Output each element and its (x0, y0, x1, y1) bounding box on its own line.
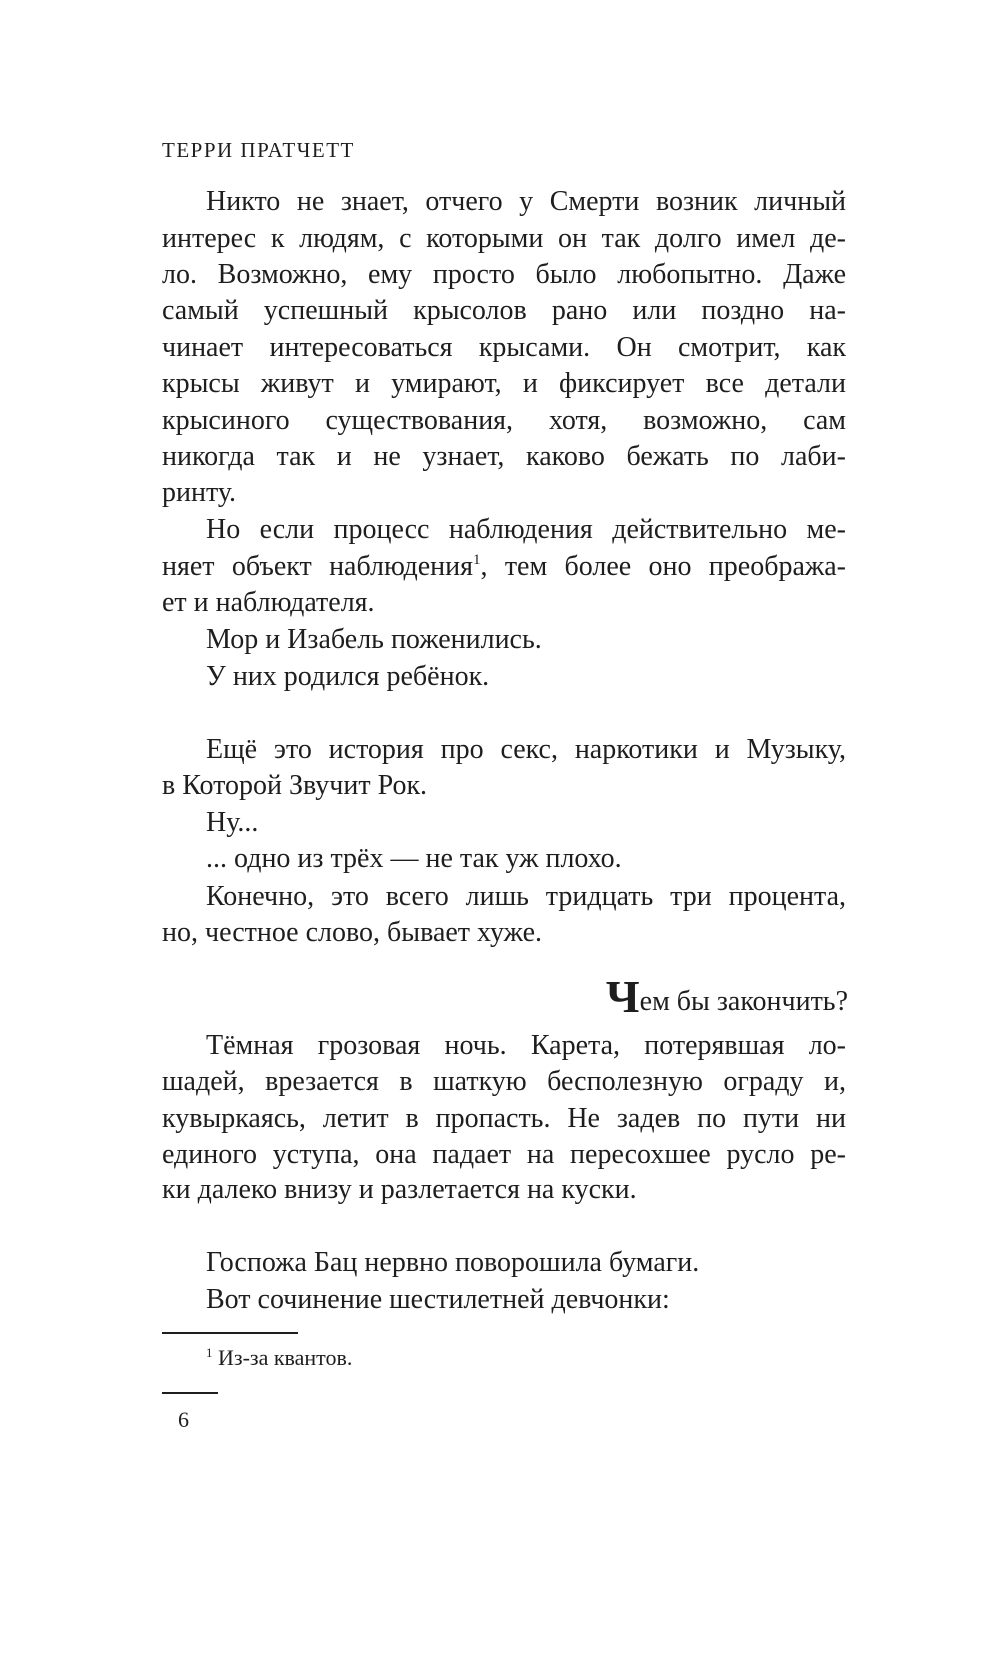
text-line: интерес к людям, с которыми он так долго имел де- (162, 223, 846, 254)
text-line (162, 549, 846, 585)
text-segment: няет объект наблюдения (162, 551, 474, 582)
text-line: кувыркаясь, летит в пропасть. Не задев по пути ни (162, 1103, 846, 1134)
paragraph-7: ... одно из трёх — не так уж плохо. (206, 843, 622, 874)
text-line: никогда так и не узнает, каково бежать по лаби- (162, 441, 846, 472)
text-line: крысы живут и умирают, и фиксирует все детали (162, 368, 846, 399)
text-line: Тёмная грозовая ночь. Карета, потерявшая ло- (206, 1030, 846, 1061)
text-line: крысиного существования, хотя, возможно, сам (162, 405, 846, 436)
text-line: ки далеко внизу и разлетается на куски. (162, 1174, 637, 1205)
text-line: в Которой Звучит Рок. (162, 770, 428, 801)
text-line: самый успешный крысолов рано или поздно на- (162, 295, 846, 326)
paragraph-10: Госпожа Бац нервно поворошила бумаги. (206, 1247, 700, 1278)
text-line: Но если процесс наблюдения действительно ме- (206, 514, 846, 545)
heading-initial: Ч (605, 971, 640, 1022)
running-header: ТЕРРИ ПРАТЧЕТТ (162, 138, 355, 162)
page-number-rule (162, 1392, 218, 1394)
text-line: единого уступа, она падает на пересохшее русло ре- (162, 1139, 846, 1170)
text-line: ет и наблюдателя. (162, 587, 375, 618)
text-line: ло. Возможно, ему просто было любопытно. Даже (162, 259, 846, 290)
footnote-mark: 1 (206, 1345, 213, 1360)
heading-text: ем бы закончить? (639, 986, 848, 1017)
paragraph-6: Ну... (206, 807, 259, 838)
paragraph-4: У них родился ребёнок. (206, 661, 490, 692)
text-line: Никто не знает, отчего у Смерти возник личный (206, 186, 846, 217)
text-line: шадей, врезается в шаткую бесполезную ограду и, (162, 1066, 846, 1097)
footnote-text: Из-за квантов. (218, 1345, 353, 1370)
footnote-separator (162, 1332, 298, 1334)
paragraph-3: Мор и Изабель поженились. (206, 624, 542, 655)
text-line: но, честное слово, бывает хуже. (162, 917, 543, 948)
footnote (206, 1344, 352, 1372)
footnote-ref[interactable]: 1 (473, 552, 481, 568)
section-heading (162, 972, 848, 1027)
page-number: 6 (178, 1407, 189, 1432)
text-line: Ещё это история про секс, наркотики и Музыку, (206, 734, 846, 765)
text-line: чинает интересоваться крысами. Он смотрит, как (162, 332, 846, 363)
text-line: Конечно, это всего лишь тридцать три процента, (206, 881, 846, 912)
text-line: ринту. (162, 477, 237, 508)
paragraph-11: Вот сочинение шестилетней девчонки: (206, 1284, 670, 1315)
text-segment: , тем более оно преобража- (480, 551, 846, 582)
